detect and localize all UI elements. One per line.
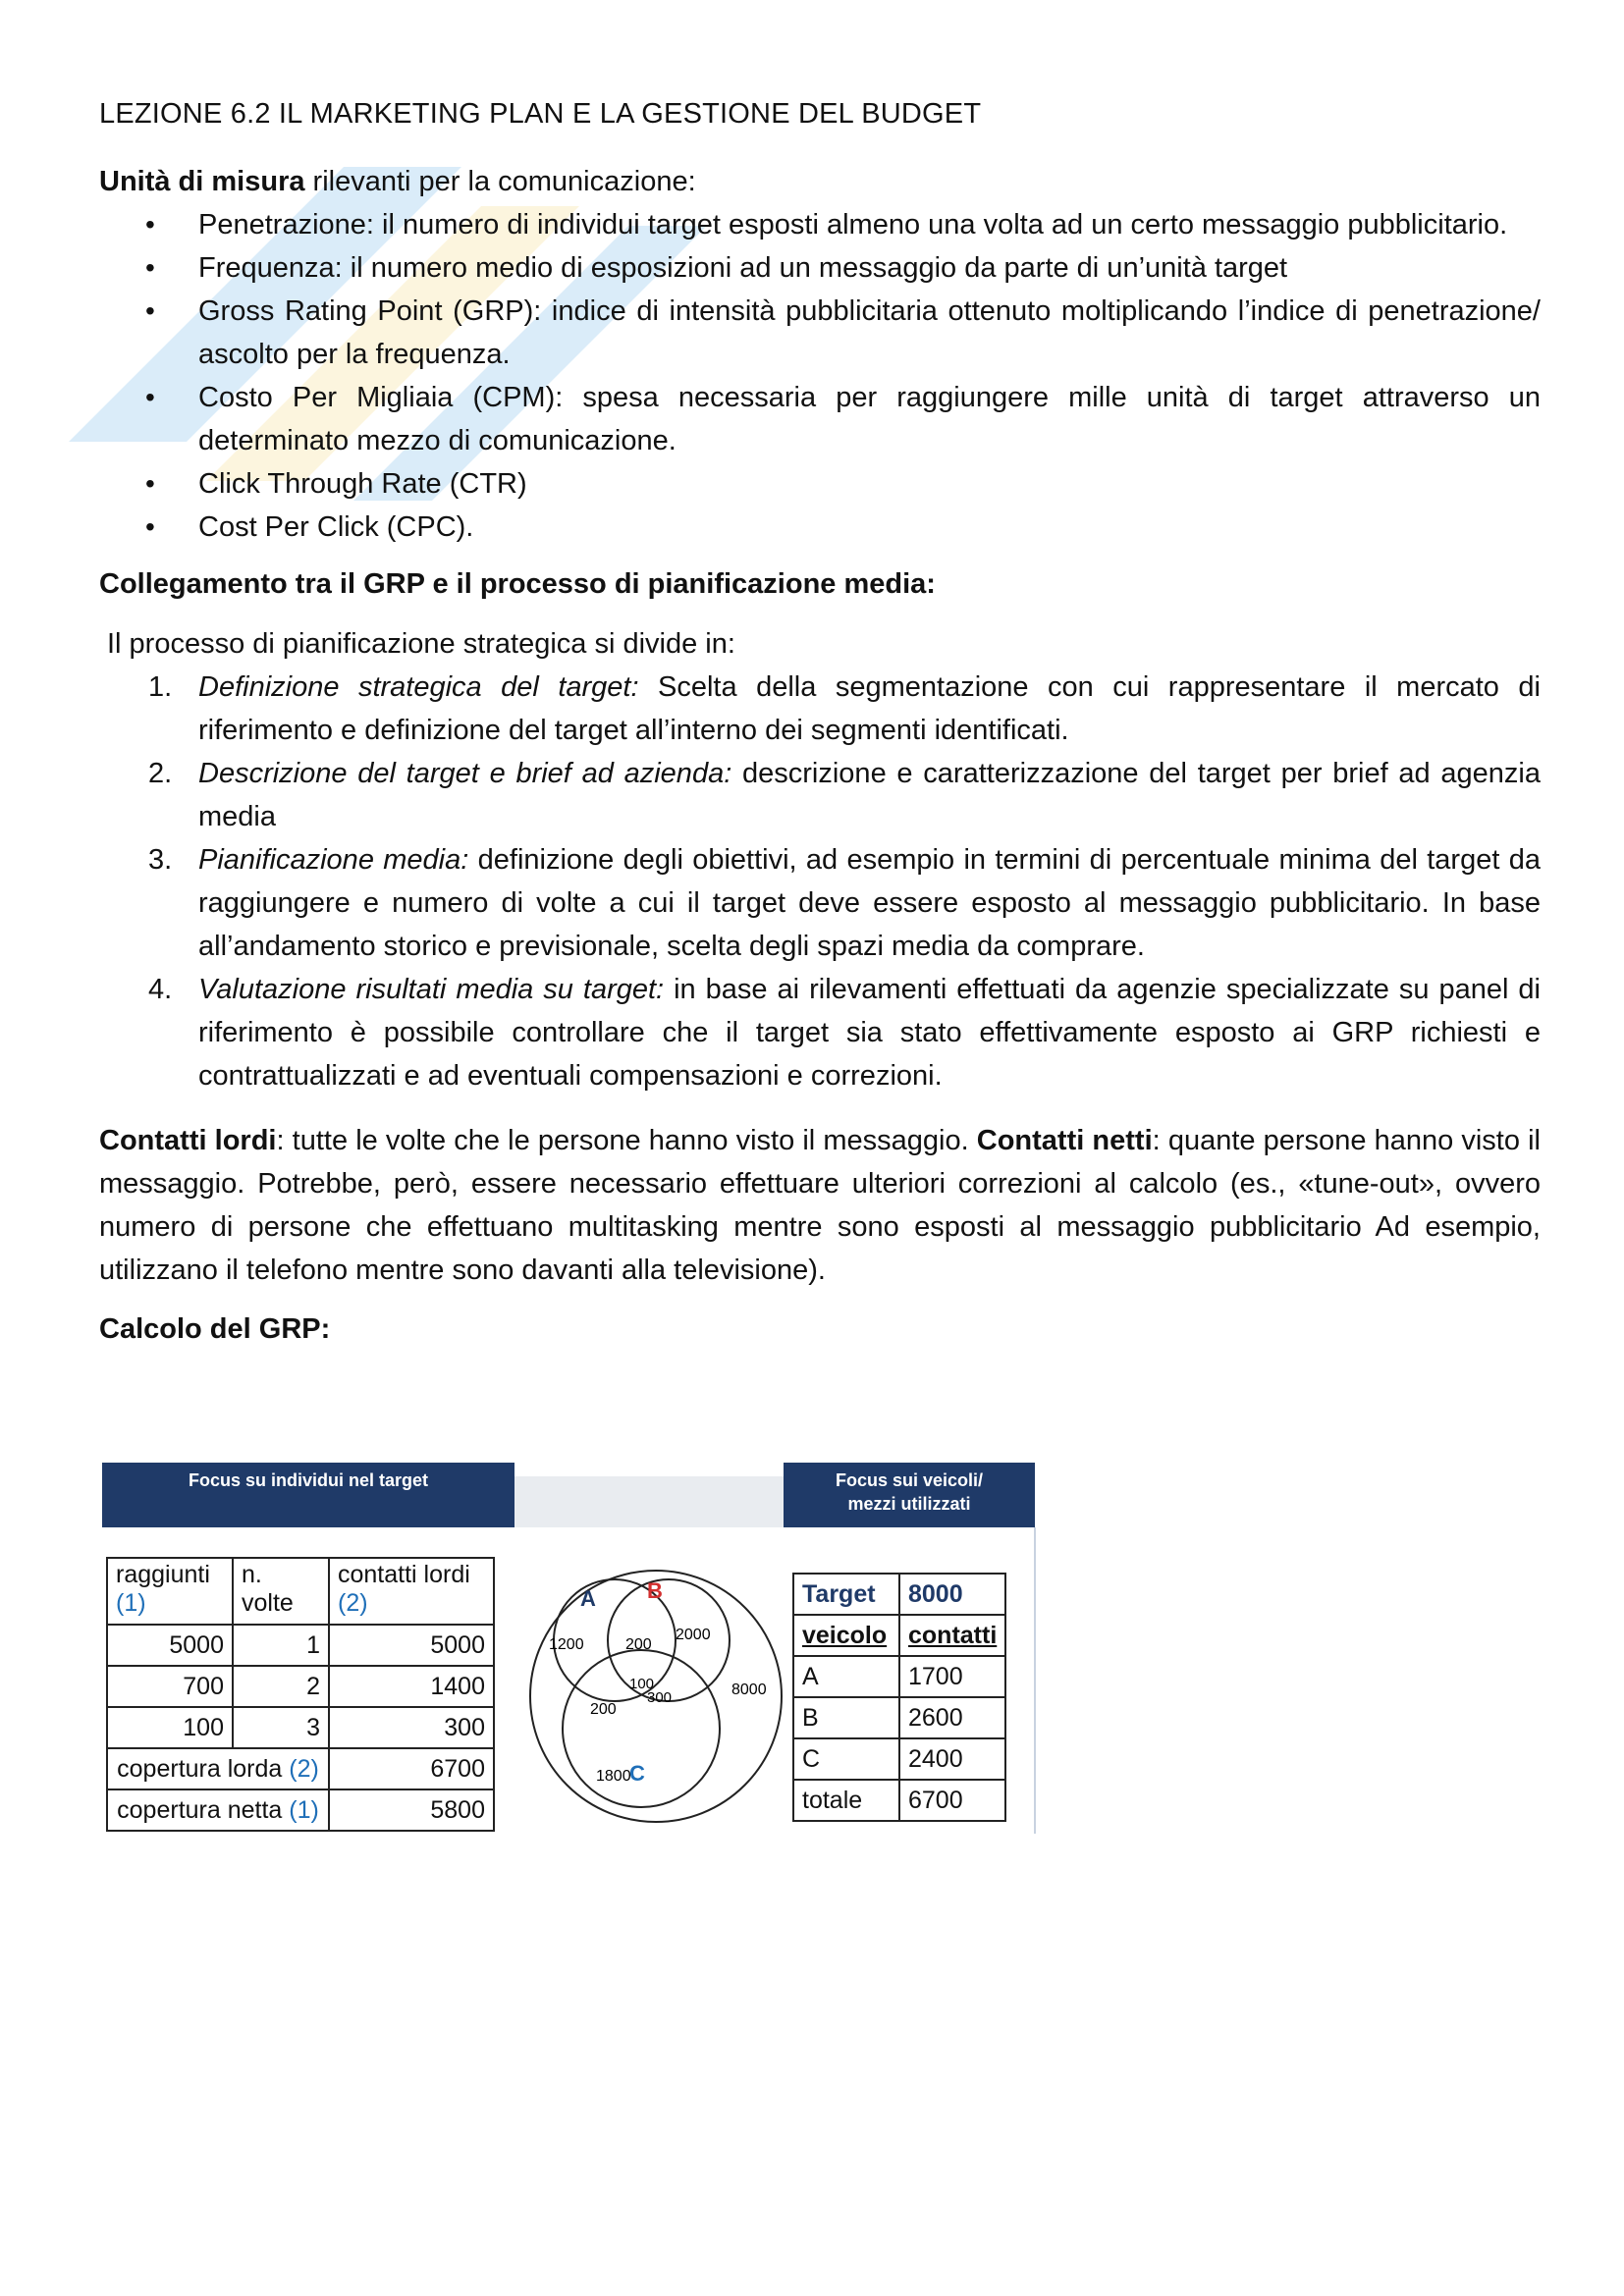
step-item: 2. Descrizione del target e brief ad azienda: descrizione e caratterizzazione del target per brief ad agenzia media — [148, 758, 1542, 832]
planning-steps — [99, 666, 1541, 1097]
calc-heading: Calcolo del GRP: — [99, 1313, 331, 1345]
banner-individuals: Focus su individui nel target — [102, 1463, 514, 1527]
venn-value-ab: 200 — [625, 1636, 652, 1653]
list-item: • Cost Per Click (CPC). — [99, 506, 1541, 549]
table-row: copertura lorda (2) 6700 — [107, 1748, 494, 1789]
table-row: C 2400 — [793, 1738, 1005, 1780]
banner-band — [514, 1476, 784, 1527]
venn-value-a: 1200 — [549, 1636, 584, 1653]
table-row: 100 3 300 — [107, 1707, 494, 1748]
table-row: totale 6700 — [793, 1780, 1005, 1821]
list-item: • Costo Per Migliaia (CPM): spesa necessaria per raggiungere mille unità di target attraverso un determinato mezzo di comunicazione. — [99, 376, 1541, 462]
venn-value-bc: 300 — [647, 1689, 673, 1706]
table-row: Target 8000 — [793, 1574, 1005, 1615]
planning-heading: Collegamento tra il GRP e il processo di pianificazione media: — [99, 568, 936, 600]
vehicles-table — [792, 1573, 1006, 1822]
document-page — [99, 98, 1541, 1367]
venn-value-b: 2000 — [676, 1627, 711, 1643]
table-row: 700 2 1400 — [107, 1666, 494, 1707]
table-row: copertura netta (1) 5800 — [107, 1789, 494, 1831]
list-item: • Gross Rating Point (GRP): indice di intensità pubblicitaria ottenuto moltiplicando l’indice di penetrazione/ ascolto per la frequenza. — [99, 290, 1541, 376]
venn-label-c: C — [629, 1761, 645, 1786]
venn-diagram — [521, 1557, 786, 1832]
grp-figure — [99, 1463, 1042, 1836]
planning-intro: Il processo di pianificazione strategica si divide in: — [107, 628, 735, 660]
venn-label-b: B — [647, 1578, 663, 1603]
measures-list — [99, 203, 1541, 549]
table-row: A 1700 — [793, 1656, 1005, 1697]
individuals-table — [106, 1557, 495, 1832]
page-title: LEZIONE 6.2 IL MARKETING PLAN E LA GESTIONE DEL BUDGET — [99, 98, 982, 130]
contacts-paragraph: Contatti lordi: tutte le volte che le persone hanno visto il messaggio. Contatti netti: quante persone hanno visto il messaggio. Potrebbe, però, essere necessario effettuare ulteriori correzioni al calcolo (es., «tune-out», ovvero numero di persone che effettuano multitasking mentre sono esposti al messaggio pubblicitario Ad esempio, utilizzano il telefono mentre sono davanti alla televisione). — [99, 1125, 1541, 1286]
banner-vehicles: Focus sui veicoli/ mezzi utilizzati — [784, 1463, 1035, 1527]
table-row: B 2600 — [793, 1697, 1005, 1738]
list-item: • Frequenza: il numero medio di esposizioni ad un messaggio da parte di un’unità target — [99, 246, 1541, 290]
venn-value-total: 8000 — [731, 1682, 767, 1698]
list-item: • Penetrazione: il numero di individui target esposti almeno una volta ad un certo messaggio pubblicitario. — [99, 203, 1541, 246]
step-item: 3. Pianificazione media: definizione degli obiettivi, ad esempio in termini di percentuale minima del target da raggiungere e numero di volte a cui il target deve essere esposto al messaggio pubblicitario. In base all’andamento storico e previsionale, scelta degli spazi media da comprare. — [148, 844, 1541, 962]
figure-border — [1034, 1527, 1036, 1834]
venn-value-ac: 200 — [590, 1701, 617, 1718]
venn-value-c: 1800 — [596, 1768, 631, 1785]
venn-label-a: A — [580, 1586, 596, 1611]
list-item: • Click Through Rate (CTR) — [99, 462, 1541, 506]
table-row: raggiunti (1) n. volte contatti lordi (2) — [107, 1558, 494, 1625]
step-item: 4. Valutazione risultati media su target: in base ai rilevamenti effettuati da agenzie specializzate su panel di riferimento è possibile controllare che il target sia stato effettivamente esposto ai GRP richiesti e contrattualizzati e ad eventuali compensazioni e correzioni. — [148, 974, 1541, 1092]
step-item: 1. Definizione strategica del target: Scelta della segmentazione con cui rappresentare il mercato di riferimento e definizione del target all’interno dei segmenti identificati. — [148, 671, 1541, 746]
table-row: veicolo contatti — [793, 1615, 1005, 1656]
measures-heading: Unità di misura rilevanti per la comunicazione: — [99, 166, 696, 197]
table-row: 5000 1 5000 — [107, 1625, 494, 1666]
venn-value-abc: 100 — [629, 1676, 655, 1692]
